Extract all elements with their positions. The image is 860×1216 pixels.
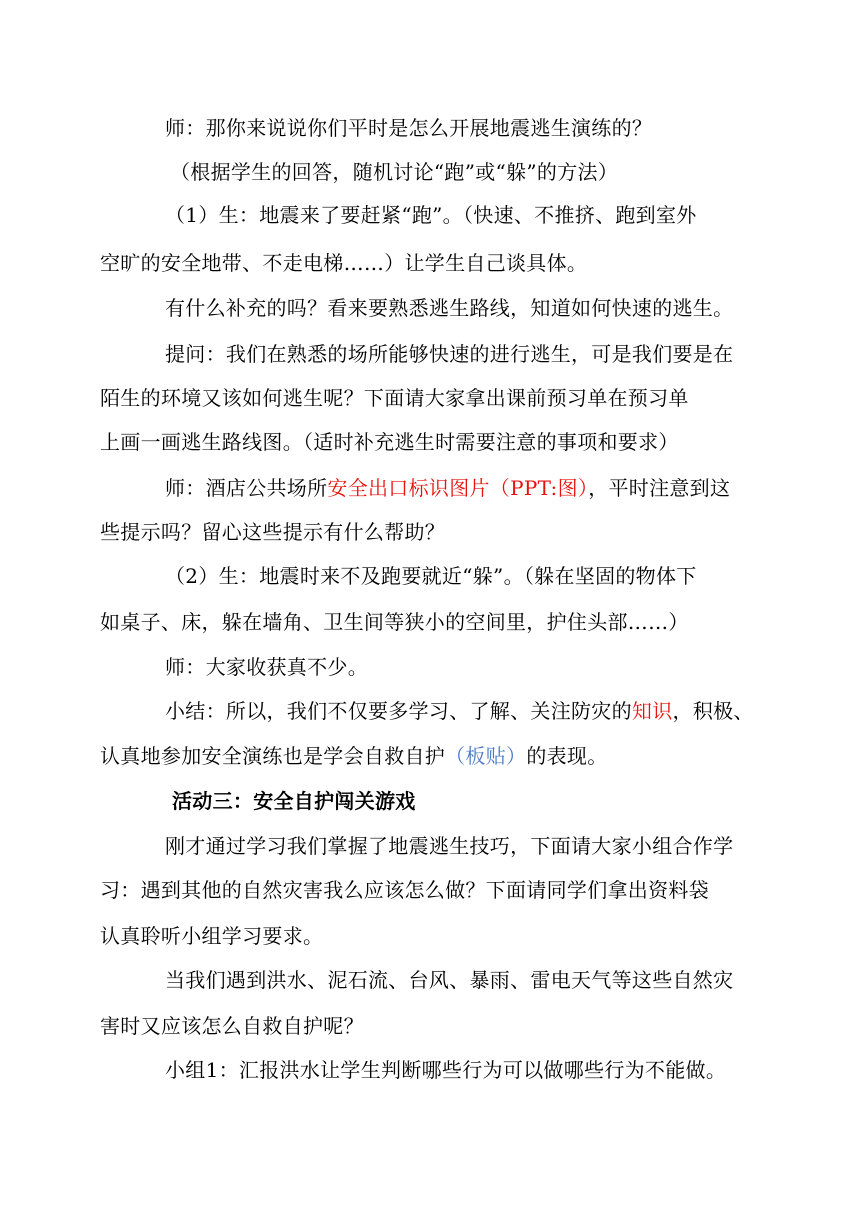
- highlighted-text: 知识: [631, 699, 673, 723]
- board-note-text: （板贴）: [445, 744, 527, 768]
- paragraph-line: （2）生：地震时来不及跑要就近“躲”。（躲在坚固的物体下: [165, 564, 697, 588]
- paragraph-line: 认真聆听小组学习要求。: [100, 924, 324, 948]
- paragraph-line: [165, 474, 730, 502]
- paragraph-line: 习：遇到其他的自然灾害我么应该怎么做？下面请同学们拿出资料袋: [100, 878, 709, 902]
- line-text: ，平时注意到这: [588, 476, 731, 500]
- section-heading: 活动三：安全自护闯关游戏: [172, 789, 416, 813]
- paragraph-line: 害时又应该怎么自救自护呢？: [100, 1014, 364, 1038]
- line-text: 的表现。: [526, 744, 608, 768]
- line-text: 师：酒店公共场所: [165, 476, 328, 500]
- line-text: 小结：所以，我们不仅要多学习、了解、关注防灾的: [165, 699, 632, 723]
- paragraph-line: 提问：我们在熟悉的场所能够快速的进行逃生，可是我们要是在: [165, 342, 734, 366]
- paragraph-line: （1）生：地震来了要赶紧“跑”。（快速、不推挤、跑到室外: [165, 203, 697, 227]
- paragraph-line: 陌生的环境又该如何逃生呢？下面请大家拿出课前预习单在预习单: [100, 386, 689, 410]
- paragraph-line: （根据学生的回答，随机讨论“跑”或“躲”的方法）: [170, 160, 619, 184]
- paragraph-line: 刚才通过学习我们掌握了地震逃生技巧，下面请大家小组合作学: [165, 834, 734, 858]
- highlighted-text: 安全出口标识图片（PPT:图）: [327, 476, 589, 500]
- paragraph-line: 师：大家收获真不少。: [165, 655, 368, 679]
- paragraph-line: 些提示吗？留心这些提示有什么帮助？: [100, 520, 446, 544]
- paragraph-line: 当我们遇到洪水、泥石流、台风、暴雨、雷电天气等这些自然灾: [165, 968, 734, 992]
- paragraph-line: 空旷的安全地带、不走电梯……）让学生自己谈具体。: [100, 251, 588, 275]
- paragraph-line: 如桌子、床，躲在墙角、卫生间等狭小的空间里，护住头部……）: [100, 610, 689, 634]
- paragraph-line: 师：那你来说说你们平时是怎么开展地震逃生演练的？: [165, 116, 653, 140]
- paragraph-line: 小组1：汇报洪水让学生判断哪些行为可以做哪些行为不能做。: [165, 1058, 727, 1082]
- paragraph-line: 有什么补充的吗？看来要熟悉逃生路线，知道如何快速的逃生。: [165, 296, 734, 320]
- paragraph-line: [165, 697, 754, 725]
- line-text: ，积极、: [672, 699, 754, 723]
- paragraph-line: [100, 742, 608, 770]
- line-text: 认真地参加安全演练也是学会自救自护: [100, 744, 446, 768]
- paragraph-line: 上画一画逃生路线图。（适时补充逃生时需要注意的事项和要求）: [100, 430, 679, 454]
